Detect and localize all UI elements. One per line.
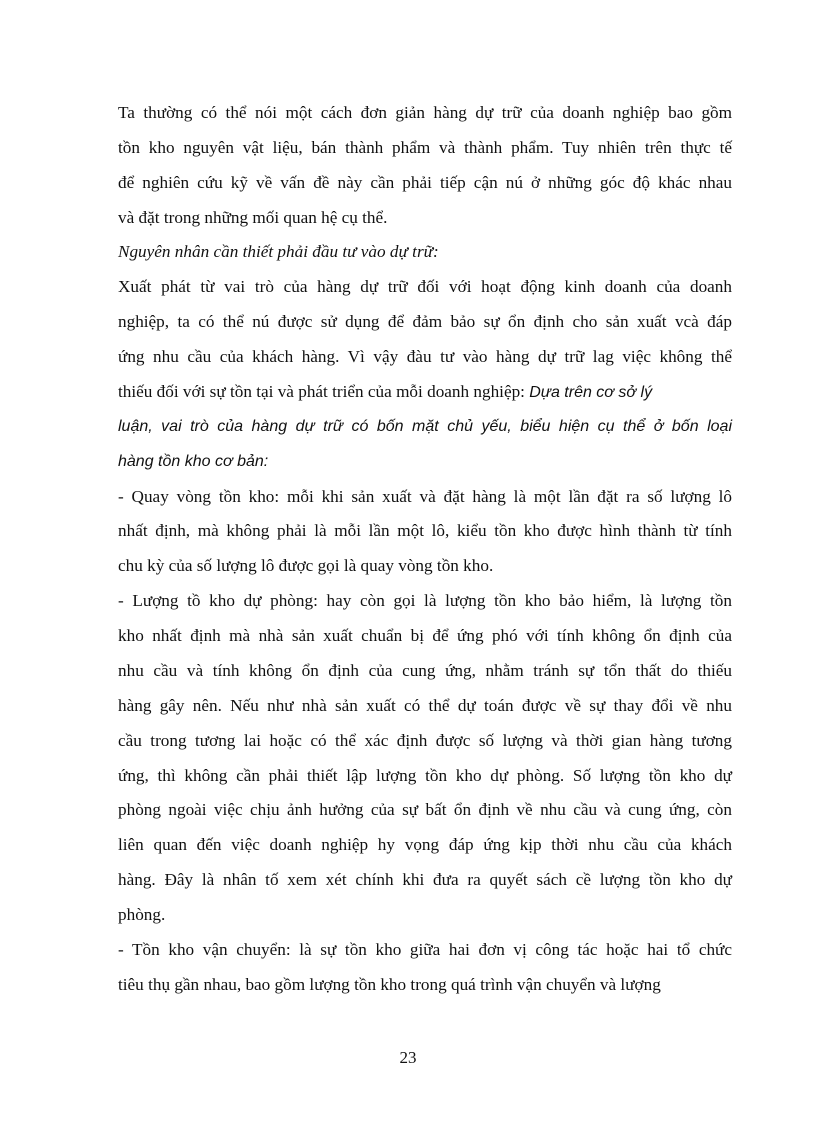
paragraph-line: nhu cầu và tính không ổn định của cung ứng, nhằm tránh sự tổn thất do thiếu	[118, 661, 732, 680]
paragraph-line: kho nhất định mà nhà sản xuất chuẩn bị để ứng phó với tính không ổn định của	[118, 626, 732, 645]
paragraph-line: Ta thường có thể nói một cách đơn giản hàng dự trữ của doanh nghiệp bao gồm	[118, 103, 732, 122]
paragraph-line: hàng gây nên. Nếu như nhà sản xuất có thể dự toán được về sự thay đổi về nhu	[118, 696, 732, 715]
paragraph-line-italic: luận, vai trò của hàng dự trữ có bốn mặt chủ yếu, biểu hiện cụ thể ở bốn loại	[118, 418, 732, 435]
paragraph-line: tiêu thụ gần nhau, bao gồm lượng tồn kho trong quá trình vận chuyển và lượng	[118, 975, 661, 994]
paragraph-line: hàng. Đây là nhân tố xem xét chính khi đưa ra quyết sách cề lượng tồn kho dự	[118, 870, 732, 889]
paragraph-line: - Lượng tồ kho dự phòng: hay còn gọi là lượng tồn kho bảo hiểm, là lượng tồn	[118, 591, 732, 610]
paragraph-line: - Quay vòng tồn kho: mỗi khi sản xuất và đặt hàng là một lần đặt ra số lượng lô	[118, 487, 732, 506]
paragraph-line: tồn kho nguyên vật liệu, bán thành phẩm và thành phẩm. Tuy nhiên trên thực tế	[118, 138, 732, 157]
section-heading: Nguyên nhân cần thiết phải đầu tư vào dự trữ:	[118, 242, 439, 261]
paragraph-line: cầu trong tương lai hoặc có thể xác định được số lượng và thời gian hàng tương	[118, 731, 732, 750]
paragraph-line: Xuất phát từ vai trò của hàng dự trữ đối với hoạt động kinh doanh của doanh	[118, 277, 732, 296]
italic-text: Dựa trên cơ sở lý	[529, 384, 653, 401]
paragraph-line: phòng ngoài việc chịu ảnh hưởng của sự bất ổn định về nhu cầu và cung ứng, còn	[118, 800, 732, 819]
paragraph-line: liên quan đến việc doanh nghiệp hy vọng đáp ứng kịp thời nhu cầu của khách	[118, 835, 732, 854]
paragraph-text: thiếu đối với sự tồn tại và phát triển của mỗi doanh nghiệp:	[118, 382, 530, 401]
paragraph-line: ứng, thì không cần phải thiết lập lượng tồn kho dự phòng. Số lượng tồn kho dự	[118, 766, 732, 785]
paragraph-line: nghiệp, ta có thể nú được sử dụng để đảm bảo sự ổn định cho sản xuất vcà đáp	[118, 312, 732, 331]
paragraph-line: phòng.	[118, 905, 166, 924]
paragraph-line: ứng nhu cầu của khách hàng. Vì vậy đàu tư vào hàng dự trữ lag việc không thể	[118, 347, 732, 366]
paragraph-line-italic: hàng tồn kho cơ bản:	[118, 453, 269, 470]
paragraph-line: chu kỳ của số lượng lô được gọi là quay vòng tồn kho.	[118, 556, 494, 575]
paragraph-line: và đặt trong những mối quan hệ cụ thể.	[118, 208, 388, 227]
paragraph-line: - Tồn kho vận chuyển: là sự tồn kho giữa hai đơn vị công tác hoặc hai tổ chức	[118, 940, 732, 959]
paragraph-line-mixed	[118, 382, 732, 403]
paragraph-line: để nghiên cứu kỹ về vấn đề này cần phải tiếp cận nú ở những góc độ khác nhau	[118, 173, 732, 192]
paragraph-line: nhất định, mà không phải là mỗi lần một lô, kiểu tồn kho được hình thành từ tính	[118, 521, 732, 540]
page-number: 23	[399, 1048, 417, 1067]
